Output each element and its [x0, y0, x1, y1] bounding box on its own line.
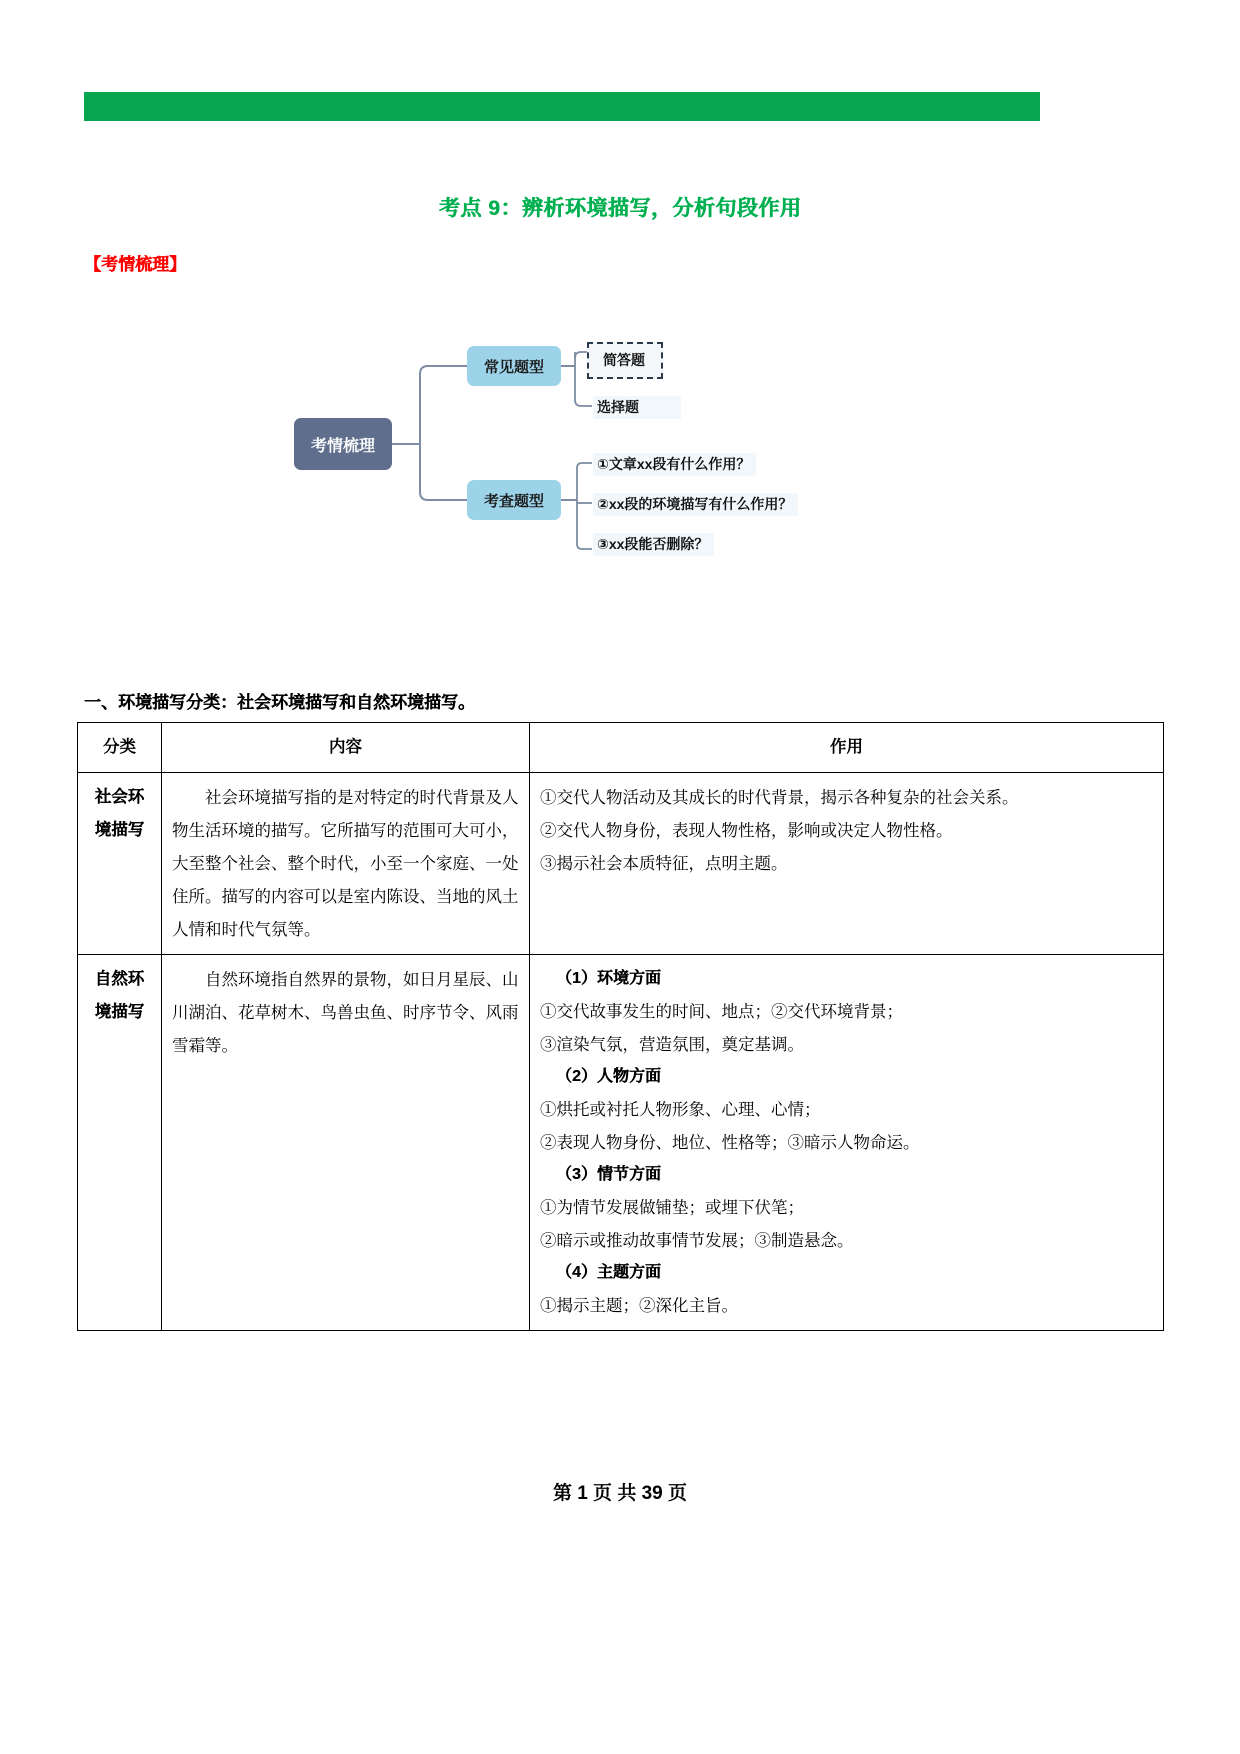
effect-subheading: （3）情节方面: [556, 1166, 661, 1183]
category-line: 境描写: [94, 821, 145, 839]
category-line: 自然环: [94, 970, 145, 988]
mindmap-leaf-question-1[interactable]: ①文章xx段有什么作用？: [593, 453, 756, 476]
content-paragraph: 自然环境指自然界的景物，如日月星辰、山川湖泊、花草树木、鸟兽虫鱼、时序节令、风雨雪霜等。: [172, 970, 519, 1055]
table-header-row: [78, 723, 1164, 773]
cell-content-social: [162, 773, 530, 955]
effect-line: ①交代故事发生的时间、地点；②交代环境背景；: [540, 1002, 903, 1021]
mindmap-branch-common-question-types[interactable]: 常见题型: [467, 346, 561, 386]
content-paragraph: 社会环境描写指的是对特定的时代背景及人物生活环境的描写。它所描写的范围可大可小，大至整个社会、整个时代，小至一个家庭、一处住所。描写的内容可以是室内陈设、当地的风土人情和时代气氛等。: [172, 788, 519, 939]
section-heading-classification: 一、环境描写分类：社会环境描写和自然环境描写。: [84, 693, 475, 712]
cell-effect-social: [530, 773, 1164, 955]
mindmap-root-node[interactable]: 考情梳理: [294, 418, 392, 470]
section-label-kaoqing: 【考情梳理】: [84, 255, 186, 274]
effect-line: ②暗示或推动故事情节发展；③制造悬念。: [540, 1231, 854, 1250]
effect-subheading: （4）主题方面: [556, 1264, 661, 1281]
category-line: 境描写: [94, 1003, 145, 1021]
effect-line: ①烘托或衬托人物形象、心理、心情；: [540, 1100, 821, 1119]
category-line: 社会环: [94, 788, 145, 806]
effect-line: ②交代人物身份，表现人物性格，影响或决定人物性格。: [540, 821, 953, 840]
page-footer: 第 1 页 共 39 页: [552, 1483, 688, 1504]
mindmap-leaf-question-3[interactable]: ③xx段能否删除？: [593, 533, 714, 556]
effect-line: ①揭示主题；②深化主旨。: [540, 1296, 738, 1315]
mindmap-leaf-question-2[interactable]: ②xx段的环境描写有什么作用？: [593, 493, 798, 516]
table-header-content: 内容: [162, 723, 530, 773]
page-title: 考点 9：辨析环境描写，分析句段作用: [438, 197, 802, 220]
cell-content-natural: [162, 955, 530, 1331]
effect-line: ③揭示社会本质特征，点明主题。: [540, 854, 788, 873]
table-row: [78, 955, 1164, 1331]
cell-category-social: [78, 773, 162, 955]
classification-table: [77, 722, 1164, 1331]
green-header-bar: [84, 92, 1040, 121]
effect-line: ①交代人物活动及其成长的时代背景，揭示各种复杂的社会关系。: [540, 788, 1019, 807]
mindmap-branch-exam-question-types[interactable]: 考查题型: [467, 480, 561, 520]
effect-subheading: （2）人物方面: [556, 1068, 661, 1085]
effect-line: ③渲染气氛，营造氛围，奠定基调。: [540, 1035, 804, 1054]
cell-category-natural: [78, 955, 162, 1331]
effect-line: ①为情节发展做铺垫；或埋下伏笔；: [540, 1198, 804, 1217]
mindmap-leaf-multiple-choice[interactable]: 选择题: [593, 396, 681, 419]
table-header-category: 分类: [78, 723, 162, 773]
effect-subheading: （1）环境方面: [556, 970, 661, 987]
mindmap-leaf-short-answer[interactable]: 简答题: [587, 342, 663, 379]
table-row: [78, 773, 1164, 955]
mindmap-diagram: [270, 318, 970, 568]
cell-effect-natural: [530, 955, 1164, 1331]
table-header-effect: 作用: [530, 723, 1164, 773]
effect-line: ②表现人物身份、地位、性格等；③暗示人物命运。: [540, 1133, 920, 1152]
